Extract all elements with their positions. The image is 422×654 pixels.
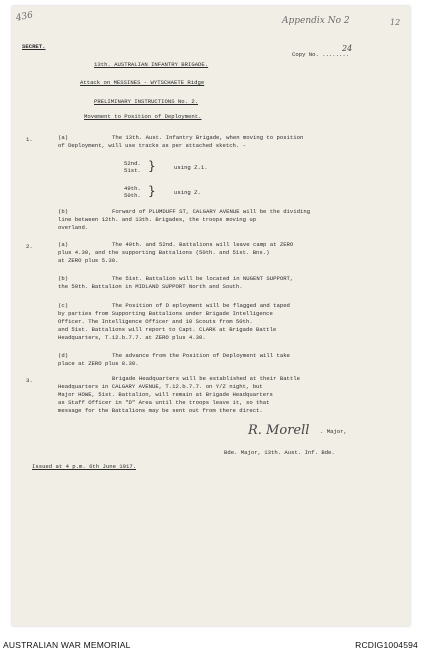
route-1-unit: 51st. xyxy=(124,167,141,174)
issued-line: Issued at 4 p.m. 6th June 1917. xyxy=(32,463,137,470)
route-2-text: using Z. xyxy=(174,189,201,196)
corner-mark: 12 xyxy=(390,18,401,27)
title-attack: Attack on MESSINES - WYTSCHAETE Ridge xyxy=(80,79,205,86)
para-1a-line-2: of Deployment, will use tracks as per attached sketch. - xyxy=(58,142,246,149)
appendix-note: Appendix No 2 xyxy=(282,16,350,26)
para-2c-label: (c) xyxy=(58,302,69,309)
title-movement: Movement to Position of Deployment. xyxy=(84,113,202,120)
title-brigade: 13th. AUSTRALIAN INFANTRY BRIGADE. xyxy=(94,61,209,68)
para-2a-line-1: The 49th. and 52nd. Battalions will leave camp at ZERO xyxy=(112,241,294,248)
para-2c-line-2: by parties from Supporting Battalions under Brigade Intelligence xyxy=(58,310,273,317)
para-3-line-2: Headquarters in CALGARY AVENUE, T.12.b.7.7. on Y/Z night, but xyxy=(58,383,263,390)
para-2b-line-2: the 50th. Battalion in MIDLAND SUPPORT North and South. xyxy=(58,283,243,290)
para-1b-line-1: Forward of PLUMDUFF ST, CALGARY AVENUE will be the dividing xyxy=(112,208,311,215)
para-1-number: 1. xyxy=(26,136,33,143)
para-3-number: 3. xyxy=(26,377,33,384)
para-2c-line-1: The Position of D eployment will be flagged and taped xyxy=(112,302,290,309)
para-2c-line-4: and 51st. Battalions will report to Capt. CLARK at Brigade Battle xyxy=(58,326,277,333)
para-2d-label: (d) xyxy=(58,352,69,359)
para-1b-line-3: overland. xyxy=(58,224,89,231)
copy-number: Copy No. ........ xyxy=(292,51,350,58)
title-instructions: PRELIMINARY INSTRUCTIONS No. 2. xyxy=(94,98,199,105)
para-3-line-1: Brigade Headquarters will be established at their Battle xyxy=(112,375,300,382)
para-2b-line-1: The 51st. Battalion will be located in NUGENT SUPPORT, xyxy=(112,275,294,282)
footer-source: AUSTRALIAN WAR MEMORIAL xyxy=(3,640,131,650)
para-2d-line-2: place at ZERO plus 8.30. xyxy=(58,360,139,367)
brace-icon: } xyxy=(148,159,156,173)
para-1a-line-1: The 13th. Aust. Infantry Brigade, when moving to position xyxy=(112,134,304,141)
para-3-line-4: as Staff Officer in "D" Area until the troops leave it, so that xyxy=(58,399,270,406)
para-2a-line-2: plus 4.30, and the supporting Battalions (50th. and 51st. Bns.) xyxy=(58,249,270,256)
brace-icon: } xyxy=(148,184,156,198)
para-2c-line-3: Officer. The Intelligence Officer and 10 Scouts from 50th. xyxy=(58,318,253,325)
para-2b-label: (b) xyxy=(58,275,69,282)
para-1b-label: (b) xyxy=(58,208,69,215)
page-number: 436 xyxy=(15,10,34,24)
document-sheet xyxy=(12,6,410,626)
signature-title: Bde. Major, 13th. Aust. Inf. Bde. xyxy=(224,449,335,456)
para-2a-label: (a) xyxy=(58,241,69,248)
para-3-line-5: message for the Battalions may be sent out from there direct. xyxy=(58,407,263,414)
para-1a-label: (a) xyxy=(58,134,69,141)
para-2-number: 2. xyxy=(26,243,33,250)
copy-mark: 24 xyxy=(342,44,353,53)
para-1b-line-2: line between 12th. and 13th. Brigades, the troops moving up xyxy=(58,216,257,223)
para-3-line-3: Major HOWE, 51st. Battalion, will remain at Brigade Headquarters xyxy=(58,391,273,398)
route-2-unit: 50th. xyxy=(124,192,141,199)
classification: SECRET. xyxy=(22,43,46,50)
para-2a-line-3: at ZERO plus 5.30. xyxy=(58,257,119,264)
footer-id: RCDIG1004594 xyxy=(355,640,418,650)
signature-rank: . Major, xyxy=(320,428,347,435)
para-2d-line-1: The advance from the Position of Deployment will take xyxy=(112,352,290,359)
route-2-unit: 49th. xyxy=(124,185,141,192)
route-1-unit: 52nd. xyxy=(124,160,141,167)
para-2c-line-5: Headquarters, T.12.b.7.7. at ZERO plus 4.30. xyxy=(58,334,206,341)
signature: R. Morell xyxy=(248,423,310,438)
route-1-text: using Z.1. xyxy=(174,164,208,171)
